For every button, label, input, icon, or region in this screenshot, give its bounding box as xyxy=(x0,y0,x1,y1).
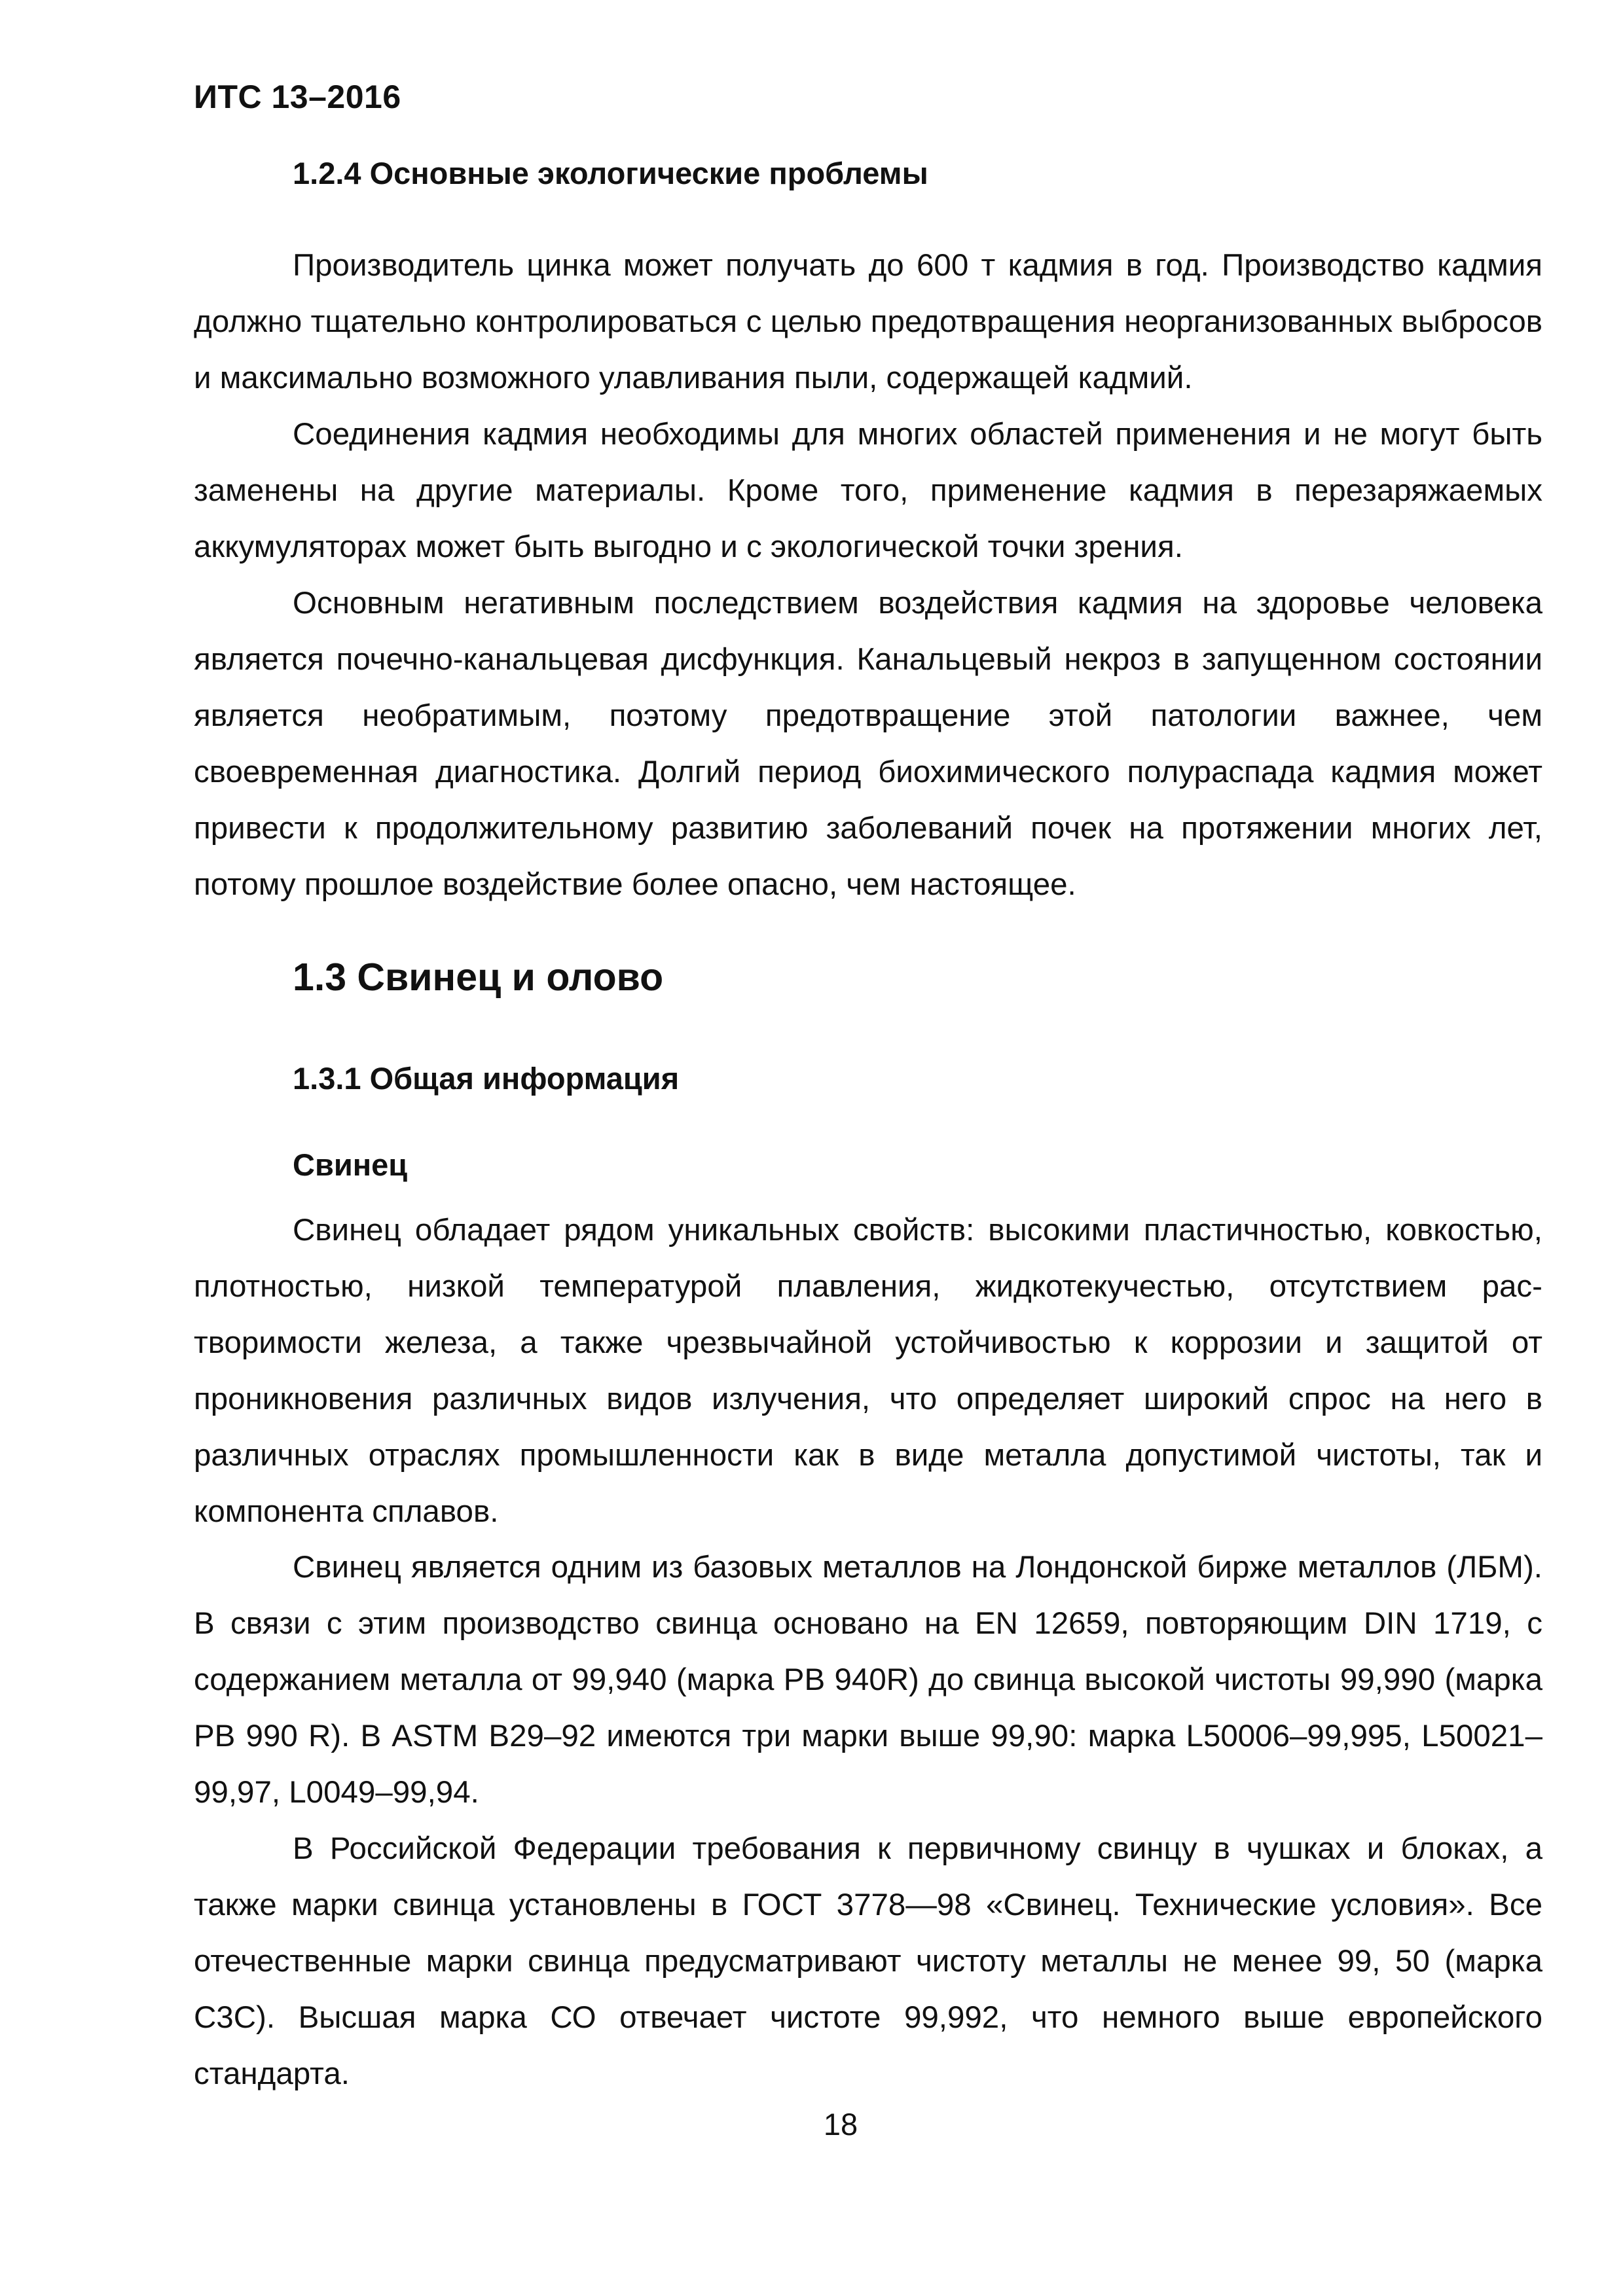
document-header: ИТС 13–2016 xyxy=(194,79,401,115)
paragraph: Свинец обладает рядом уникальных свойств: высокими пластичностью, ковкостью, плотностью, низкой температурой плавления, жидкотекучестью, отсутствием растворимости железа, а также чрезвычайной устойчивостью к коррозии и защитой от проникновения различных видов излучения, что определяет широкий спрос на него в различных отраслях промышленности как в виде металла допустимой чистоты, так и компонента сплавов. xyxy=(194,1213,1542,1529)
subheading-lead: Свинец xyxy=(293,1147,408,1182)
paragraph: Основным негативным последствием воздействия кадмия на здоровье человека является почечно-канальцевая дисфункция. Канальцевый некроз в запущенном состоянии является необратимым, поэтому предотвращение этой патологии важнее, чем своевременная диагностика. Долгий период биохимического полураспада кадмия может привести к продолжительному развитию заболеваний почек на протяжении многих лет, потому прошлое воздействие более опасно, чем настоящее. xyxy=(194,586,1542,902)
section-heading-1-3-1: 1.3.1 Общая информация xyxy=(293,1061,680,1096)
paragraph: В Российской Федерации требования к первичному свинцу в чушках и блоках, а также марки свинца установлены в ГОСТ 3778—98 «Свинец. Технические условия». Все отечественные марки свинца предусматривают чистоту металлы не менее 99, 50 (марка С3С). Высшая марка СО отвечает чистоте 99,992, что немного выше европейского стандарта. xyxy=(194,1831,1542,2091)
paragraph: Соединения кадмия необходимы для многих областей применения и не могут быть заменены на другие материалы. Кроме того, применение кадмия в перезаряжаемых аккумуляторах может быть выгодно и с экологической точки зрения. xyxy=(194,417,1542,564)
paragraph: Производитель цинка может получать до 600 т кадмия в год. Производство кадмия должно тщательно контролироваться с целью предотвращения неорганизованных выбросов и максимально возможного улавливания пыли, содержащей кадмий. xyxy=(194,248,1542,395)
section-heading-1-3: 1.3 Свинец и олово xyxy=(293,956,664,999)
page-number: 18 xyxy=(823,2107,858,2142)
paragraph: Свинец является одним из базовых металлов на Лондонской бирже металлов (ЛБМ). В связи с этим производство свинца основано на EN 12659, повторяющим DIN 1719, с содержанием металла от 99,940 (марка PB 940R) до свинца высокой чистоты 99,990 (марка PB 990 R). В ASTM B29–92 имеются три марки выше 99,90: марка L50006–99,995, L50021–99,97, L0049–99,94. xyxy=(194,1550,1542,1810)
section-heading-1-2-4: 1.2.4 Основные экологические проблемы xyxy=(293,156,928,190)
